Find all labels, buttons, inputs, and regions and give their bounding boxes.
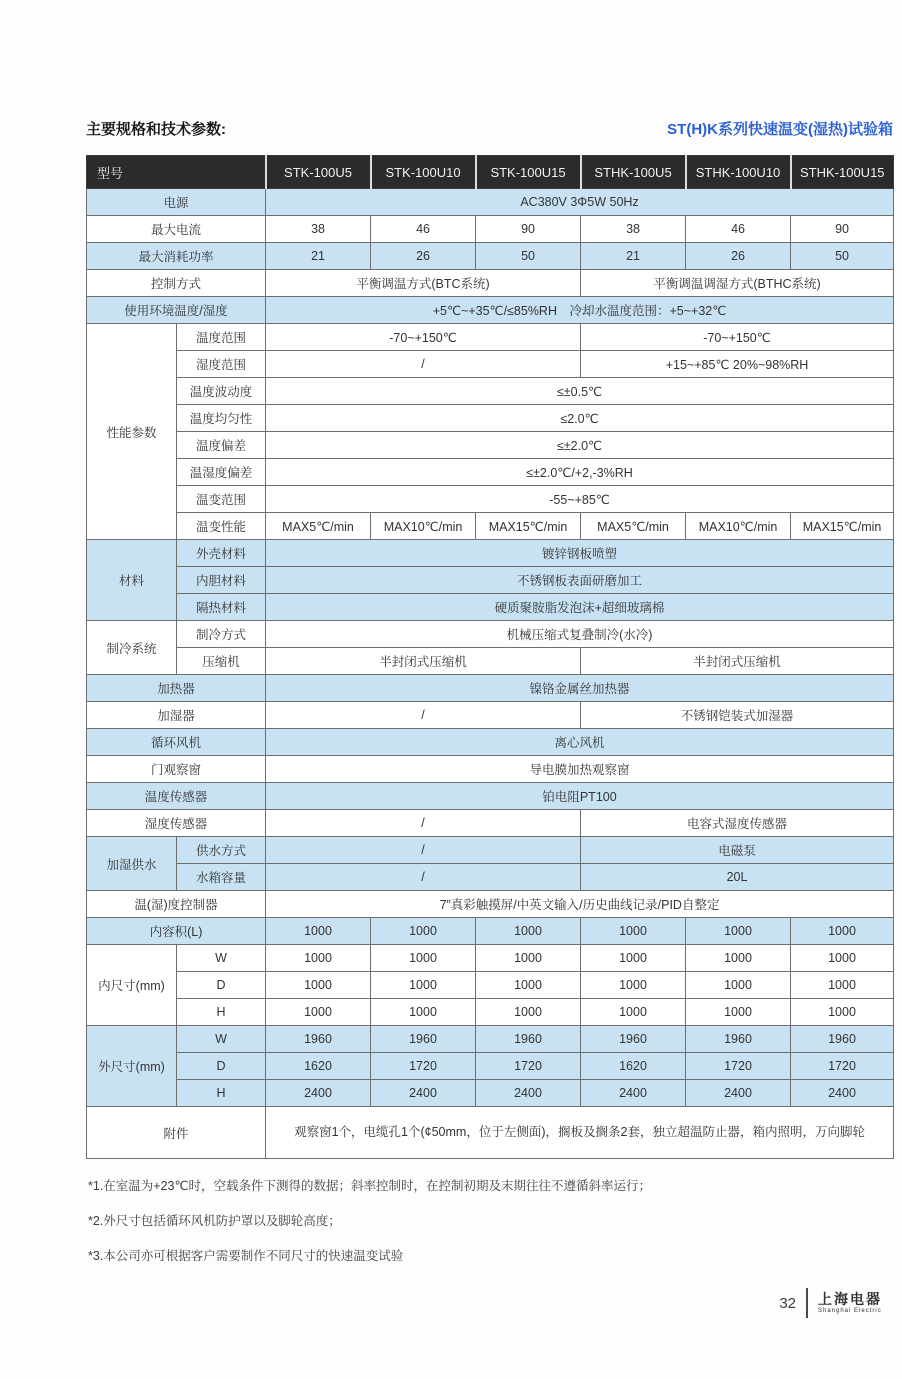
table-row (87, 297, 894, 324)
table-row (87, 324, 894, 351)
value-cell: +15~+85℃ 20%~98%RH (581, 351, 894, 378)
table-row (87, 837, 894, 864)
table-row (87, 1026, 894, 1053)
footer-divider (806, 1288, 808, 1318)
row-label: 隔热材料 (177, 594, 266, 621)
footnote: *1.在室温为+23℃时，空载条件下测得的数据；斜率控制时，在控制初期及末期往往不遵循斜率运行； (88, 1179, 652, 1193)
column-header-model: STK-100U10 (371, 156, 476, 189)
value-cell: 1000 (686, 999, 791, 1026)
table-row (87, 675, 894, 702)
value-cell: 1960 (581, 1026, 686, 1053)
table-row (87, 567, 894, 594)
table-row (87, 432, 894, 459)
table-row (87, 810, 894, 837)
value-cell: / (266, 837, 581, 864)
table-row (87, 378, 894, 405)
value-cell: 1000 (476, 945, 581, 972)
value-cell: MAX5℃/min (581, 513, 686, 540)
row-label: 循环风机 (87, 729, 266, 756)
value-cell: 半封闭式压缩机 (581, 648, 894, 675)
column-header-model: STHK-100U5 (581, 156, 686, 189)
row-label: 最大电流 (87, 216, 266, 243)
row-label: 温度范围 (177, 324, 266, 351)
value-cell: 机械压缩式复叠制冷(水冷) (266, 621, 894, 648)
row-label: 温变范围 (177, 486, 266, 513)
table-row (87, 945, 894, 972)
value-cell: 1000 (266, 999, 371, 1026)
value-cell: 导电膜加热观察窗 (266, 756, 894, 783)
row-label: 附件 (87, 1107, 266, 1159)
table-row (87, 351, 894, 378)
table-row (87, 1107, 894, 1159)
value-cell: 1000 (581, 999, 686, 1026)
row-label: 外尺寸(mm) (87, 1026, 177, 1107)
value-cell: H (177, 999, 266, 1026)
value-cell: 1000 (371, 918, 476, 945)
table-row (87, 999, 894, 1026)
page-title: 主要规格和技术参数: (86, 121, 226, 138)
row-label: 内胆材料 (177, 567, 266, 594)
value-cell: MAX15℃/min (476, 513, 581, 540)
value-cell: 50 (791, 243, 894, 270)
row-label: 外壳材料 (177, 540, 266, 567)
value-cell: 1000 (581, 945, 686, 972)
value-cell: 平衡调温调湿方式(BTHC系统) (581, 270, 894, 297)
value-cell: 2400 (476, 1080, 581, 1107)
row-label: 湿度范围 (177, 351, 266, 378)
brand-name-en: Shanghai Electric (818, 1308, 882, 1314)
table-row (87, 756, 894, 783)
footnote: *3.本公司亦可根据客户需要制作不同尺寸的快速温变试验 (88, 1249, 404, 1263)
value-cell: 46 (371, 216, 476, 243)
table-row (87, 243, 894, 270)
value-cell: 1000 (266, 972, 371, 999)
brand-name-cn: 上海电器 (818, 1291, 882, 1307)
column-header-model: STHK-100U15 (791, 156, 894, 189)
value-cell: 1960 (791, 1026, 894, 1053)
value-cell: -70~+150℃ (266, 324, 581, 351)
value-cell: 电容式湿度传感器 (581, 810, 894, 837)
page-footer (779, 1288, 882, 1318)
value-cell: 1620 (581, 1053, 686, 1080)
table-row (87, 405, 894, 432)
value-cell: D (177, 1053, 266, 1080)
row-label: 加热器 (87, 675, 266, 702)
row-label: 制冷方式 (177, 621, 266, 648)
value-cell: 镍铬金属丝加热器 (266, 675, 894, 702)
value-cell: 1000 (476, 918, 581, 945)
value-cell: 1000 (791, 945, 894, 972)
value-cell: 26 (371, 243, 476, 270)
value-cell: 26 (686, 243, 791, 270)
row-label: 供水方式 (177, 837, 266, 864)
value-cell: ≤2.0℃ (266, 405, 894, 432)
table-row (87, 1080, 894, 1107)
value-cell: W (177, 1026, 266, 1053)
value-cell: 半封闭式压缩机 (266, 648, 581, 675)
value-cell: 1000 (476, 972, 581, 999)
value-cell: 1000 (686, 972, 791, 999)
value-cell: 21 (266, 243, 371, 270)
value-cell: / (266, 702, 581, 729)
value-cell: ≤±2.0℃/+2,-3%RH (266, 459, 894, 486)
value-cell: 46 (686, 216, 791, 243)
table-row (87, 702, 894, 729)
value-cell: 1960 (371, 1026, 476, 1053)
value-cell: 1000 (686, 945, 791, 972)
value-cell: 1620 (266, 1053, 371, 1080)
table-row (87, 189, 894, 216)
row-label: 材料 (87, 540, 177, 621)
value-cell: 1960 (686, 1026, 791, 1053)
table-row (87, 1053, 894, 1080)
value-cell: +5℃~+35℃/≤85%RH 冷却水温度范围：+5~+32℃ (266, 297, 894, 324)
row-label: 门观察窗 (87, 756, 266, 783)
value-cell: / (266, 351, 581, 378)
table-row (87, 270, 894, 297)
value-cell: 2400 (266, 1080, 371, 1107)
row-label: 温湿度偏差 (177, 459, 266, 486)
value-cell: 不锈钢铠装式加湿器 (581, 702, 894, 729)
value-cell: 1720 (371, 1053, 476, 1080)
row-label: 湿度传感器 (87, 810, 266, 837)
value-cell: MAX10℃/min (686, 513, 791, 540)
value-cell: 90 (476, 216, 581, 243)
value-cell: ≤±0.5℃ (266, 378, 894, 405)
value-cell: 1720 (686, 1053, 791, 1080)
value-cell: 1000 (371, 945, 476, 972)
value-cell: H (177, 1080, 266, 1107)
row-label: 温度均匀性 (177, 405, 266, 432)
value-cell: 1960 (476, 1026, 581, 1053)
table-row (87, 891, 894, 918)
series-title: ST(H)K系列快速温变(湿热)试验箱 (667, 121, 893, 138)
value-cell: 50 (476, 243, 581, 270)
row-label: 最大消耗功率 (87, 243, 266, 270)
value-cell: 2400 (581, 1080, 686, 1107)
spec-table-head (87, 156, 894, 189)
table-row (87, 729, 894, 756)
value-cell: 1000 (791, 918, 894, 945)
value-cell: 1000 (476, 999, 581, 1026)
value-cell: D (177, 972, 266, 999)
value-cell: 1000 (266, 918, 371, 945)
table-row (87, 864, 894, 891)
row-label: 控制方式 (87, 270, 266, 297)
spec-table (86, 155, 894, 1159)
value-cell: 7”真彩触摸屏/中英文输入/历史曲线记录/PID自整定 (266, 891, 894, 918)
value-cell: 硬质聚胺脂发泡沫+超细玻璃棉 (266, 594, 894, 621)
row-label: 压缩机 (177, 648, 266, 675)
table-row (87, 216, 894, 243)
table-row (87, 540, 894, 567)
spec-table-container (86, 155, 893, 1159)
row-label: 加湿器 (87, 702, 266, 729)
value-cell: 1000 (791, 999, 894, 1026)
value-cell: 38 (581, 216, 686, 243)
value-cell: 2400 (371, 1080, 476, 1107)
value-cell: -55~+85℃ (266, 486, 894, 513)
table-row (87, 621, 894, 648)
value-cell: 1000 (371, 972, 476, 999)
value-cell: 38 (266, 216, 371, 243)
value-cell: 观察窗1个，电缆孔1个(¢50mm，位于左侧面)，搁板及搁条2套，独立超温防止器，箱内照明，万向脚轮 (266, 1107, 894, 1159)
value-cell: MAX10℃/min (371, 513, 476, 540)
row-label: 温度传感器 (87, 783, 266, 810)
spec-table-body (87, 189, 894, 1159)
row-label: 制冷系统 (87, 621, 177, 675)
table-row (87, 513, 894, 540)
table-row (87, 648, 894, 675)
value-cell: 21 (581, 243, 686, 270)
row-label: 温度波动度 (177, 378, 266, 405)
value-cell: 1720 (476, 1053, 581, 1080)
value-cell: 1000 (266, 945, 371, 972)
value-cell: 2400 (686, 1080, 791, 1107)
value-cell: W (177, 945, 266, 972)
column-header-model: STK-100U5 (266, 156, 371, 189)
column-header-model: STK-100U15 (476, 156, 581, 189)
row-label: 内尺寸(mm) (87, 945, 177, 1026)
row-label: 加湿供水 (87, 837, 177, 891)
value-cell: 1960 (266, 1026, 371, 1053)
page-number: 32 (779, 1294, 796, 1312)
brand-logo (818, 1292, 882, 1314)
table-row (87, 783, 894, 810)
table-row (87, 594, 894, 621)
value-cell: 1720 (791, 1053, 894, 1080)
value-cell: MAX15℃/min (791, 513, 894, 540)
footnotes (88, 1176, 888, 1281)
value-cell: 不锈钢板表面研磨加工 (266, 567, 894, 594)
row-label: 使用环境温度/湿度 (87, 297, 266, 324)
row-label: 水箱容量 (177, 864, 266, 891)
row-label: 内容积(L) (87, 918, 266, 945)
value-cell: 铂电阻PT100 (266, 783, 894, 810)
column-header-label: 型号 (87, 156, 266, 189)
value-cell: 2400 (791, 1080, 894, 1107)
value-cell: ≤±2.0℃ (266, 432, 894, 459)
row-label: 温(湿)度控制器 (87, 891, 266, 918)
value-cell: 离心风机 (266, 729, 894, 756)
footnote: *2.外尺寸包括循环风机防护罩以及脚轮高度； (88, 1214, 341, 1228)
value-cell: 1000 (581, 972, 686, 999)
value-cell: 镀锌钢板喷塑 (266, 540, 894, 567)
table-row (87, 918, 894, 945)
page-heading (86, 118, 893, 139)
value-cell: 1000 (581, 918, 686, 945)
value-cell: 1000 (686, 918, 791, 945)
row-label: 电源 (87, 189, 266, 216)
value-cell: 1000 (371, 999, 476, 1026)
value-cell: / (266, 810, 581, 837)
row-label: 温变性能 (177, 513, 266, 540)
value-cell: MAX5℃/min (266, 513, 371, 540)
row-label: 温度偏差 (177, 432, 266, 459)
value-cell: 1000 (791, 972, 894, 999)
value-cell: 20L (581, 864, 894, 891)
value-cell: 平衡调温方式(BTC系统) (266, 270, 581, 297)
value-cell: -70~+150℃ (581, 324, 894, 351)
table-row (87, 459, 894, 486)
table-row (87, 972, 894, 999)
table-row (87, 486, 894, 513)
column-header-model: STHK-100U10 (686, 156, 791, 189)
value-cell: / (266, 864, 581, 891)
value-cell: 电磁泵 (581, 837, 894, 864)
value-cell: AC380V 3Φ5W 50Hz (266, 189, 894, 216)
value-cell: 90 (791, 216, 894, 243)
row-label: 性能参数 (87, 324, 177, 540)
